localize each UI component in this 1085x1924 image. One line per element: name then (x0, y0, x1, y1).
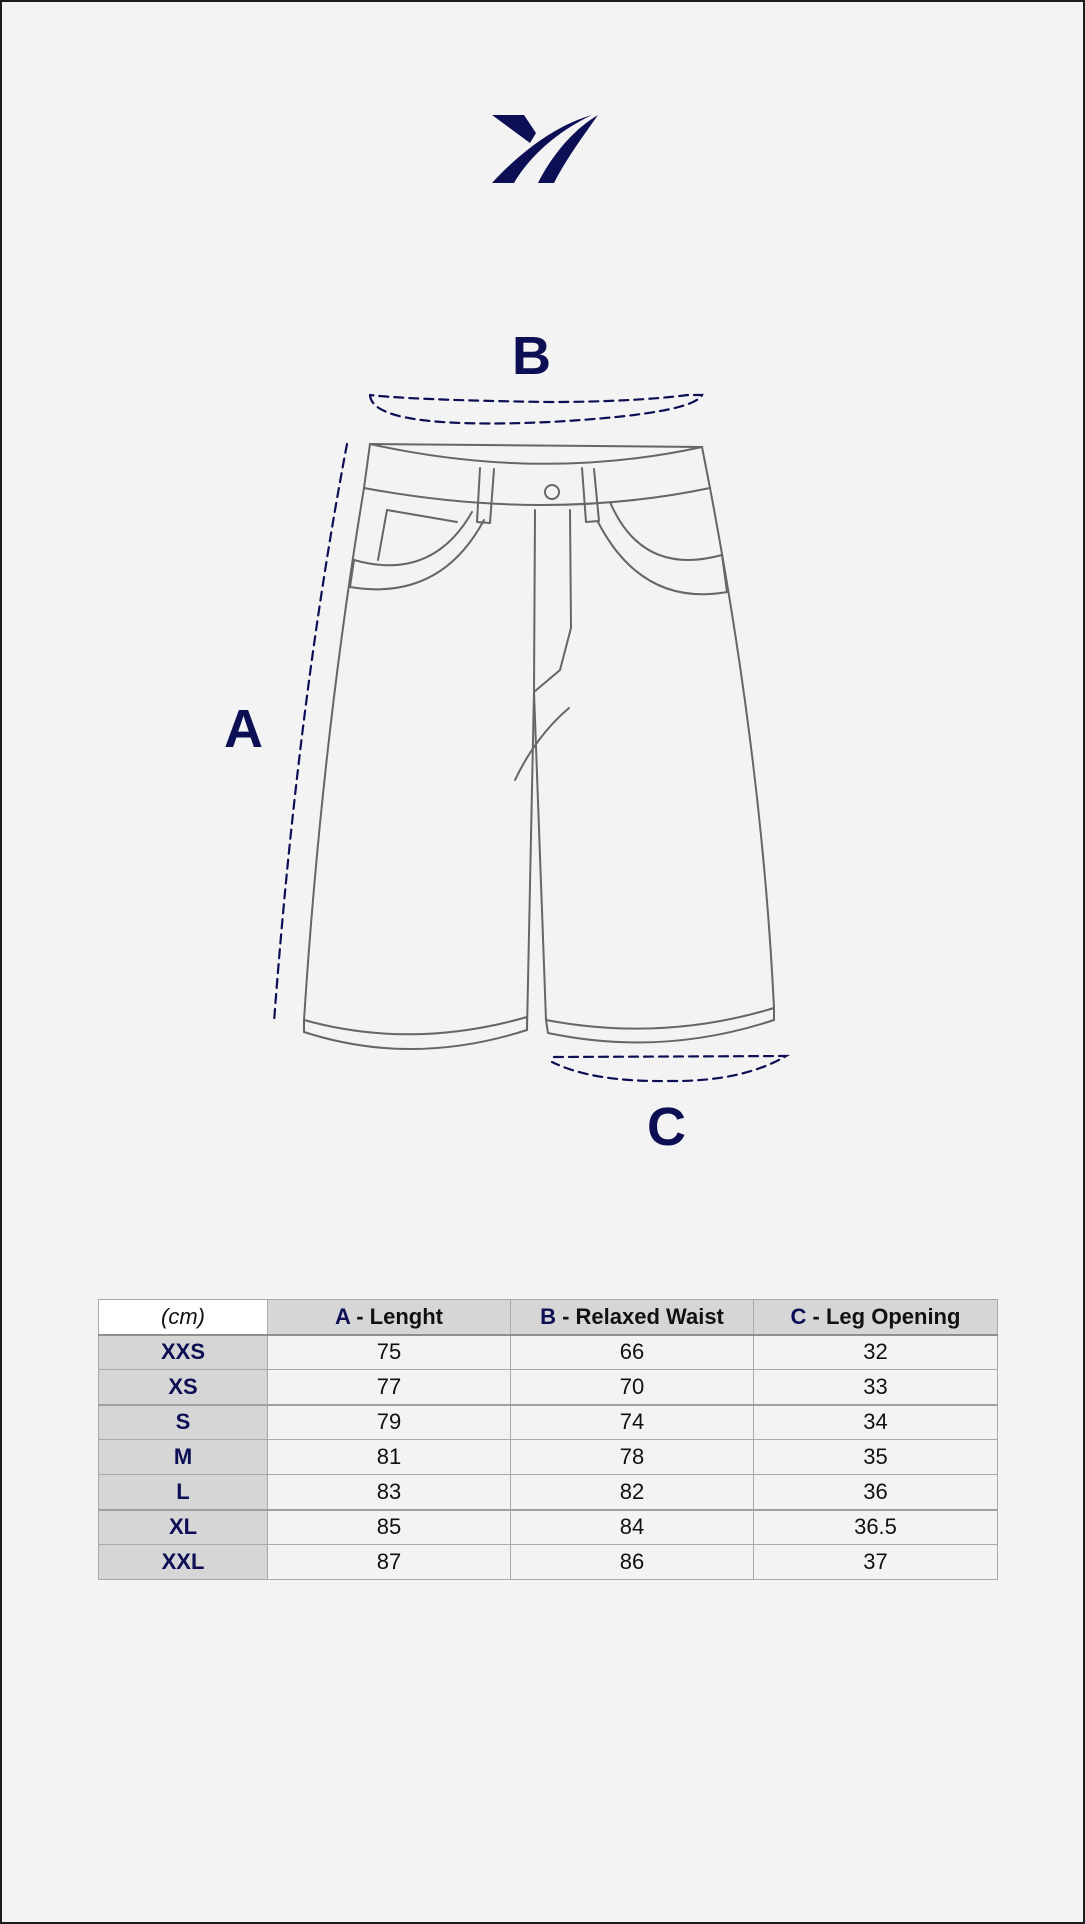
leg-opening-cell: 32 (754, 1335, 998, 1370)
shorts-diagram (2, 2, 1085, 1202)
length-cell: 87 (268, 1545, 511, 1580)
table-row (99, 1405, 998, 1440)
length-cell: 81 (268, 1440, 511, 1475)
dimension-label-a: A (224, 699, 263, 759)
dimension-label-b: B (512, 326, 551, 386)
leg-opening-cell: 33 (754, 1370, 998, 1405)
header-waist (511, 1300, 754, 1335)
measure-line-b (370, 395, 702, 423)
table-header-row (99, 1300, 998, 1335)
waist-cell: 70 (511, 1370, 754, 1405)
length-cell: 79 (268, 1405, 511, 1440)
waist-cell: 78 (511, 1440, 754, 1475)
header-length (268, 1300, 511, 1335)
length-cell: 77 (268, 1370, 511, 1405)
header-letter: B (540, 1303, 556, 1329)
size-cell: XS (99, 1370, 268, 1405)
size-cell: XXL (99, 1545, 268, 1580)
waist-cell: 66 (511, 1335, 754, 1370)
size-cell: M (99, 1440, 268, 1475)
length-cell: 75 (268, 1335, 511, 1370)
waist-cell: 84 (511, 1510, 754, 1545)
size-cell: S (99, 1405, 268, 1440)
size-cell: L (99, 1475, 268, 1510)
header-letter: C (790, 1303, 807, 1329)
leg-opening-cell: 37 (754, 1545, 998, 1580)
waist-cell: 74 (511, 1405, 754, 1440)
dimension-label-c: C (647, 1097, 686, 1157)
size-chart-table (98, 1299, 998, 1580)
header-leg-opening (754, 1300, 998, 1335)
table-row (99, 1475, 998, 1510)
shorts-outline-icon (304, 444, 774, 1049)
header-text: - Leg Opening (806, 1303, 961, 1329)
table-row (99, 1440, 998, 1475)
header-letter: A (335, 1303, 351, 1329)
waist-cell: 82 (511, 1475, 754, 1510)
measurement-guides (274, 395, 786, 1081)
leg-opening-cell: 35 (754, 1440, 998, 1475)
leg-opening-cell: 36 (754, 1475, 998, 1510)
table-row (99, 1545, 998, 1580)
size-cell: XL (99, 1510, 268, 1545)
size-cell: XXS (99, 1335, 268, 1370)
table-row (99, 1510, 998, 1545)
waist-cell: 86 (511, 1545, 754, 1580)
table-row (99, 1335, 998, 1370)
length-cell: 85 (268, 1510, 511, 1545)
measure-line-c (552, 1056, 786, 1081)
leg-opening-cell: 34 (754, 1405, 998, 1440)
header-text: - Relaxed Waist (555, 1303, 724, 1329)
leg-opening-cell: 36.5 (754, 1510, 998, 1545)
unit-header: (cm) (99, 1300, 268, 1335)
header-text: - Lenght (350, 1303, 443, 1329)
table-row (99, 1370, 998, 1405)
length-cell: 83 (268, 1475, 511, 1510)
